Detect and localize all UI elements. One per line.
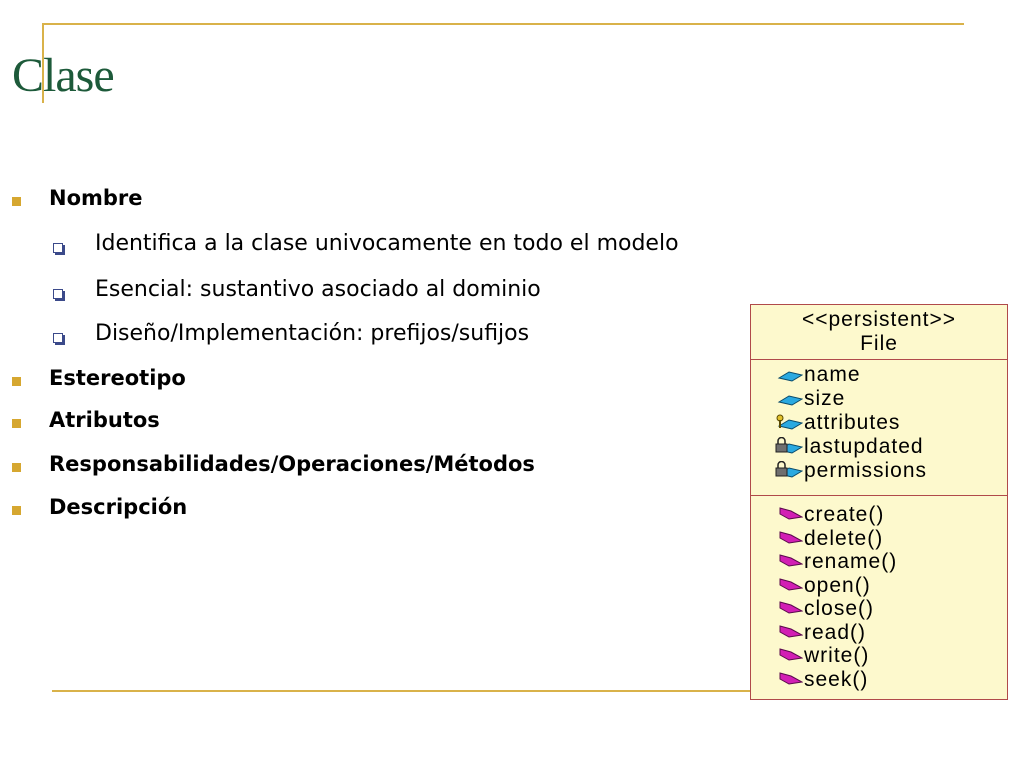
operation-icon xyxy=(775,529,803,549)
hollow-square-bullet-icon xyxy=(53,289,63,299)
uml-class-header xyxy=(751,305,1007,360)
hollow-square-bullet-icon xyxy=(53,243,63,253)
operation-icon xyxy=(775,576,803,596)
uml-operation-row xyxy=(751,574,1007,598)
uml-operation-label: open() xyxy=(804,573,871,597)
top-accent-line xyxy=(44,23,964,25)
uml-operation-row xyxy=(751,550,1007,574)
uml-stereotype: <<persistent>> xyxy=(801,308,957,331)
private-attribute-icon xyxy=(775,437,803,457)
uml-operation-label: seek() xyxy=(804,667,869,691)
uml-attribute-row xyxy=(751,459,1007,483)
bullet-label: Descripción xyxy=(49,495,188,519)
uml-operation-row xyxy=(751,527,1007,551)
uml-operation-label: delete() xyxy=(804,526,884,550)
uml-attribute-label: size xyxy=(804,387,846,410)
uml-operation-label: create() xyxy=(804,503,885,526)
uml-class-name: File xyxy=(860,332,898,355)
square-bullet-icon xyxy=(12,506,21,515)
uml-operation-label: read() xyxy=(804,620,867,644)
square-bullet-icon xyxy=(12,197,21,206)
operation-icon xyxy=(775,505,803,525)
uml-operation-label: close() xyxy=(804,597,875,620)
operation-icon xyxy=(775,670,803,690)
square-bullet-icon xyxy=(12,463,21,472)
uml-operation-label: write() xyxy=(804,644,870,667)
slide-title: Clase xyxy=(12,49,114,102)
operation-icon xyxy=(775,599,803,619)
uml-operations-compartment xyxy=(751,497,1007,697)
uml-attribute-row xyxy=(751,387,1007,411)
uml-attribute-label: name xyxy=(804,363,861,386)
operation-icon xyxy=(775,623,803,643)
uml-attribute-label: attributes xyxy=(804,411,901,434)
private-attribute-icon xyxy=(775,461,803,481)
square-bullet-icon xyxy=(12,377,21,386)
uml-attribute-row xyxy=(751,363,1007,387)
uml-operation-row xyxy=(751,668,1007,692)
protected-attribute-icon xyxy=(775,413,803,433)
uml-attribute-label: permissions xyxy=(804,459,928,482)
uml-operation-row xyxy=(751,621,1007,645)
bullet-label: Nombre xyxy=(49,186,143,210)
sub-bullet-label: Diseño/Implementación: prefijos/sufijos xyxy=(95,321,530,346)
hollow-square-bullet-icon xyxy=(53,333,63,343)
bullet-label: Responsabilidades/Operaciones/Métodos xyxy=(49,452,535,476)
uml-attribute-row xyxy=(751,411,1007,435)
sub-bullet-label: Identifica a la clase univocamente en todo el modelo xyxy=(95,231,679,256)
bullet-label: Estereotipo xyxy=(49,366,186,390)
bottom-accent-line xyxy=(52,690,752,692)
bullet-label: Atributos xyxy=(49,408,160,432)
uml-attribute-label: lastupdated xyxy=(804,435,924,458)
operation-icon xyxy=(775,646,803,666)
uml-attribute-row xyxy=(751,435,1007,459)
sub-bullet-label: Esencial: sustantivo asociado al dominio xyxy=(95,277,541,302)
uml-operation-row xyxy=(751,597,1007,621)
uml-attributes-compartment xyxy=(751,360,1007,496)
uml-operation-row xyxy=(751,644,1007,668)
uml-operation-row xyxy=(751,503,1007,527)
square-bullet-icon xyxy=(12,419,21,428)
operation-icon xyxy=(775,552,803,572)
public-attribute-icon xyxy=(775,365,803,385)
uml-operation-label: rename() xyxy=(804,550,898,573)
public-attribute-icon xyxy=(775,389,803,409)
uml-class-box xyxy=(750,304,1008,700)
